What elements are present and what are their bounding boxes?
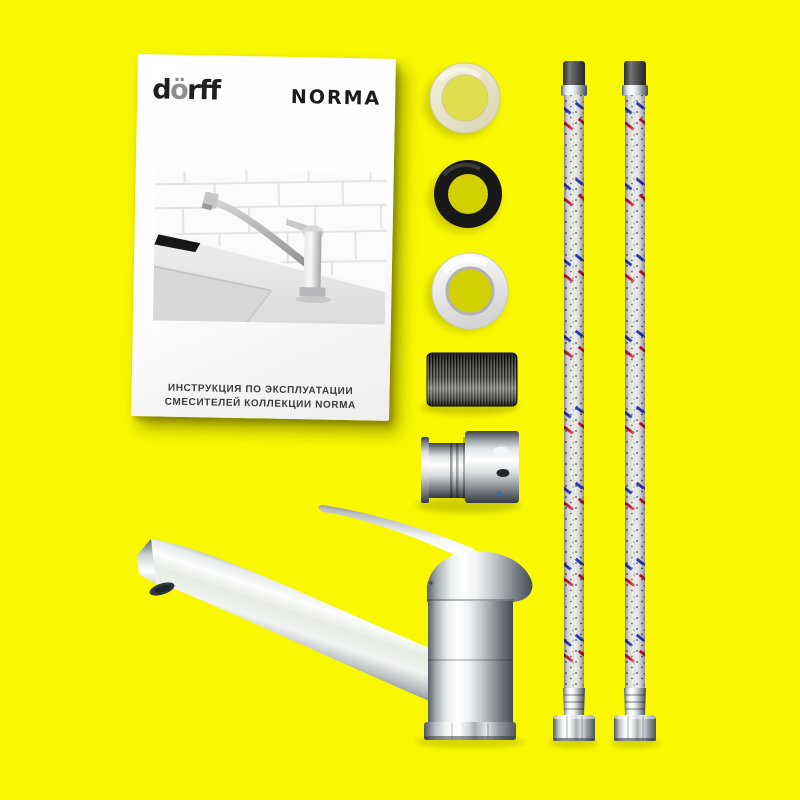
booklet-caption: [131, 381, 389, 414]
hose-hex-nut: [614, 715, 656, 741]
faucet-base: [424, 722, 516, 740]
fitting-hole: [497, 469, 510, 477]
faucet-body: [428, 601, 513, 723]
fitting-flange: [421, 437, 429, 503]
brand-letter-umlaut: ö: [169, 74, 188, 106]
caption-line-2: СМЕСИТЕЛЕЙ КОЛЛЕКЦИИ NORMA: [164, 396, 356, 412]
booklet-header: [137, 54, 396, 110]
fitting-large-cylinder: [465, 431, 519, 503]
hose-crimp-sleeve: [624, 688, 646, 715]
collection-name: NORMA: [290, 85, 382, 110]
hose-thread-cap: [563, 61, 585, 88]
hose-ferrule: [561, 85, 587, 96]
hose-thread-cap: [624, 61, 646, 88]
faucet-spout: [137, 539, 436, 704]
hose-hex-nut: [553, 715, 595, 741]
flexible-hose-left: [553, 61, 595, 741]
faucet-lever-handle: [318, 505, 477, 560]
hose-crimp-sleeve: [563, 688, 585, 715]
flexible-hose-right: [614, 61, 656, 741]
kitchen-faucet: [137, 505, 532, 740]
faucet-cartridge-cap: [427, 551, 532, 602]
hose-ferrule: [622, 85, 648, 96]
cover-photo-graphic: [153, 168, 388, 324]
hose-braid: [564, 95, 584, 688]
brand-letters: rff: [186, 74, 220, 107]
instruction-booklet: [131, 54, 396, 421]
dorff-logo: [152, 74, 220, 107]
booklet-cover-photo: [153, 168, 388, 324]
silicone-gasket-ring: [430, 63, 500, 133]
caption-line-1: ИНСТРУКЦИЯ ПО ЭКСПЛУАТАЦИИ: [167, 382, 354, 398]
chrome-mounting-fitting: [421, 431, 519, 503]
hose-braid: [625, 95, 645, 688]
fitting-small-cylinder: [429, 443, 465, 498]
corrugated-sleeve: [427, 353, 517, 406]
brand-letter: d: [152, 74, 171, 106]
